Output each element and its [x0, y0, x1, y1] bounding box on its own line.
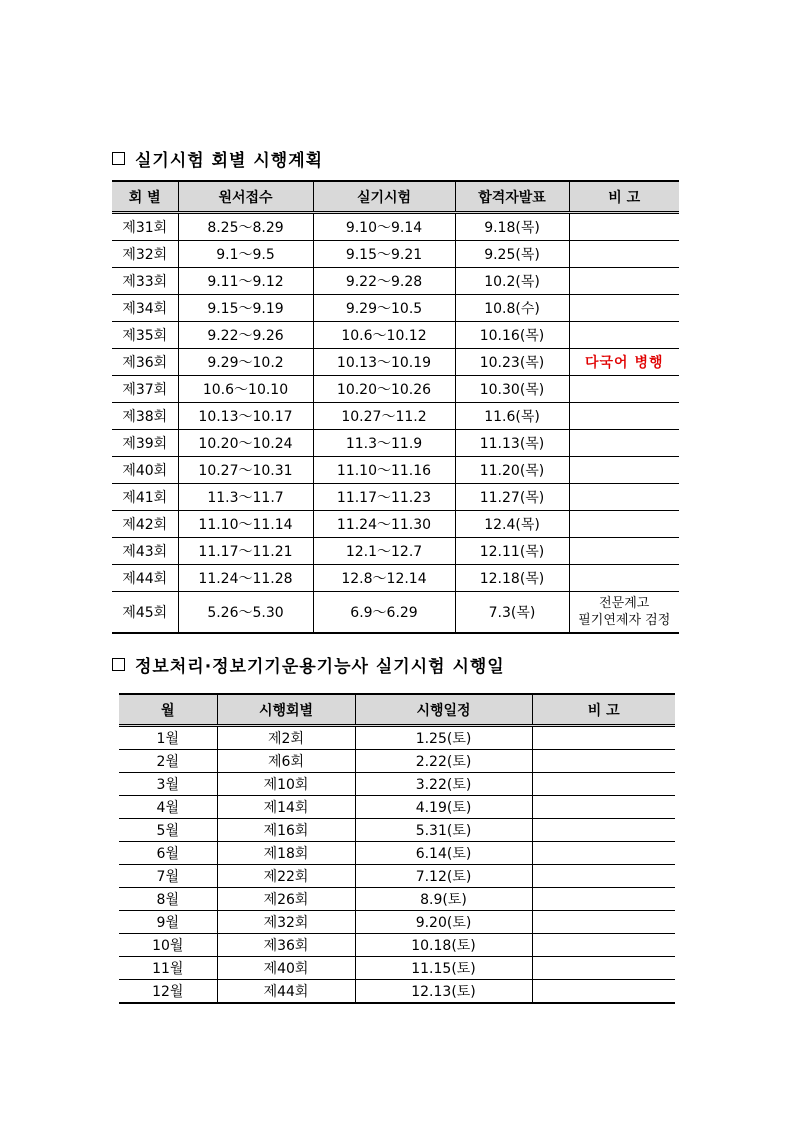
note-cell: [569, 430, 679, 457]
round-cell: 제45회: [112, 592, 178, 634]
date-cell: 3.22(토): [355, 773, 532, 796]
table-row: [119, 842, 675, 865]
header-date: 시행일정: [355, 694, 532, 726]
table-row: [112, 403, 679, 430]
application-cell: 11.3～11.7: [178, 484, 313, 511]
exam-cell: 11.24～11.30: [313, 511, 455, 538]
announcement-cell: 7.3(목): [455, 592, 569, 634]
note-cell: [569, 565, 679, 592]
announcement-cell: 11.27(목): [455, 484, 569, 511]
note-cell: [532, 726, 675, 750]
announcement-cell: 10.16(목): [455, 322, 569, 349]
month-cell: 3월: [119, 773, 217, 796]
announcement-cell: 9.18(목): [455, 213, 569, 241]
table-row: [119, 865, 675, 888]
note-cell: [569, 403, 679, 430]
announcement-cell: 9.25(목): [455, 241, 569, 268]
table-header-row: [119, 694, 675, 726]
month-cell: 11월: [119, 957, 217, 980]
exam-cell: 9.22～9.28: [313, 268, 455, 295]
note-cell: [532, 819, 675, 842]
date-cell: 10.18(토): [355, 934, 532, 957]
note-cell: [569, 457, 679, 484]
month-cell: 2월: [119, 750, 217, 773]
table-row: [112, 376, 679, 403]
date-cell: 2.22(토): [355, 750, 532, 773]
note-cell: [532, 773, 675, 796]
application-cell: 10.6～10.10: [178, 376, 313, 403]
table-row: [119, 911, 675, 934]
checkbox-square-icon: [112, 152, 125, 165]
exam-cell: 12.1～12.7: [313, 538, 455, 565]
section2-heading: [112, 652, 505, 677]
round-cell: 제38회: [112, 403, 178, 430]
application-cell: 11.24～11.28: [178, 565, 313, 592]
table-row: [119, 980, 675, 1004]
round-cell: 제44회: [217, 980, 355, 1004]
announcement-cell: 11.20(목): [455, 457, 569, 484]
table-row: [119, 819, 675, 842]
note-cell: [532, 842, 675, 865]
note-cell: [532, 888, 675, 911]
application-cell: 10.20～10.24: [178, 430, 313, 457]
note-cell: [569, 511, 679, 538]
round-cell: 제37회: [112, 376, 178, 403]
note-cell: [569, 213, 679, 241]
date-cell: 1.25(토): [355, 726, 532, 750]
note-cell: [532, 957, 675, 980]
round-cell: 제2회: [217, 726, 355, 750]
note-line1: 전문계고: [599, 596, 650, 611]
month-cell: 8월: [119, 888, 217, 911]
announcement-cell: 11.13(목): [455, 430, 569, 457]
month-cell: 12월: [119, 980, 217, 1004]
round-cell: 제33회: [112, 268, 178, 295]
application-cell: 8.25～8.29: [178, 213, 313, 241]
date-cell: 4.19(토): [355, 796, 532, 819]
exam-schedule-table: [112, 180, 679, 634]
application-cell: 9.29～10.2: [178, 349, 313, 376]
date-cell: 11.15(토): [355, 957, 532, 980]
section2-title: 정보처리·정보기기운용기능사 실기시험 시행일: [135, 657, 505, 677]
round-cell: 제26회: [217, 888, 355, 911]
round-cell: 제34회: [112, 295, 178, 322]
application-cell: 11.17～11.21: [178, 538, 313, 565]
header-note: 비 고: [569, 181, 679, 213]
exam-cell: 12.8～12.14: [313, 565, 455, 592]
round-cell: 제32회: [217, 911, 355, 934]
announcement-cell: 10.23(목): [455, 349, 569, 376]
note-cell: [532, 934, 675, 957]
note-cell: [569, 268, 679, 295]
exam-cell: 11.17～11.23: [313, 484, 455, 511]
announcement-cell: 12.11(목): [455, 538, 569, 565]
exam-cell: 11.3～11.9: [313, 430, 455, 457]
date-cell: 9.20(토): [355, 911, 532, 934]
table-row: [112, 241, 679, 268]
round-cell: 제32회: [112, 241, 178, 268]
round-cell: 제42회: [112, 511, 178, 538]
note-cell: [532, 980, 675, 1004]
table-row: [112, 322, 679, 349]
announcement-cell: 12.4(목): [455, 511, 569, 538]
round-cell: 제44회: [112, 565, 178, 592]
exam-cell: 6.9～6.29: [313, 592, 455, 634]
exam-cell: 11.10～11.16: [313, 457, 455, 484]
table-row: [112, 457, 679, 484]
note-cell: [569, 241, 679, 268]
date-cell: 6.14(토): [355, 842, 532, 865]
table-row: [119, 773, 675, 796]
header-application: 원서접수: [178, 181, 313, 213]
round-cell: 제39회: [112, 430, 178, 457]
round-cell: 제41회: [112, 484, 178, 511]
month-cell: 5월: [119, 819, 217, 842]
announcement-cell: 10.8(수): [455, 295, 569, 322]
table-row: [112, 565, 679, 592]
header-announcement: 합격자발표: [455, 181, 569, 213]
table-row: [112, 213, 679, 241]
table-row: [119, 888, 675, 911]
table-row: [119, 796, 675, 819]
announcement-cell: 10.30(목): [455, 376, 569, 403]
exam-cell: 10.6～10.12: [313, 322, 455, 349]
header-note: 비 고: [532, 694, 675, 726]
note-cell: [532, 865, 675, 888]
month-cell: 6월: [119, 842, 217, 865]
application-cell: 10.13～10.17: [178, 403, 313, 430]
checkbox-square-icon: [112, 658, 125, 671]
exam-cell: 9.29～10.5: [313, 295, 455, 322]
round-cell: 제35회: [112, 322, 178, 349]
exam-cell: 9.10～9.14: [313, 213, 455, 241]
section1-heading: [112, 146, 323, 171]
exam-cell: 10.20～10.26: [313, 376, 455, 403]
round-cell: 제43회: [112, 538, 178, 565]
announcement-cell: 12.18(목): [455, 565, 569, 592]
table-row: [112, 295, 679, 322]
round-cell: 제18회: [217, 842, 355, 865]
note-line2: 필기연제자 검정: [578, 613, 671, 628]
header-exam: 실기시험: [313, 181, 455, 213]
application-cell: 9.15～9.19: [178, 295, 313, 322]
round-cell: 제40회: [112, 457, 178, 484]
table-row: [112, 511, 679, 538]
round-cell: 제14회: [217, 796, 355, 819]
round-cell: 제6회: [217, 750, 355, 773]
table-row: [112, 430, 679, 457]
header-round: 시행회별: [217, 694, 355, 726]
note-cell: [532, 796, 675, 819]
month-cell: 1월: [119, 726, 217, 750]
round-cell: 제31회: [112, 213, 178, 241]
header-month: 월: [119, 694, 217, 726]
exam-cell: 10.13～10.19: [313, 349, 455, 376]
announcement-cell: 10.2(목): [455, 268, 569, 295]
application-cell: 9.1～9.5: [178, 241, 313, 268]
round-cell: 제36회: [112, 349, 178, 376]
table-header-row: [112, 181, 679, 213]
application-cell: 5.26～5.30: [178, 592, 313, 634]
note-cell: [569, 538, 679, 565]
round-cell: 제16회: [217, 819, 355, 842]
test-date-table: [119, 693, 675, 1004]
application-cell: 9.11～9.12: [178, 268, 313, 295]
table-row: [112, 592, 679, 634]
date-cell: 5.31(토): [355, 819, 532, 842]
announcement-cell: 11.6(목): [455, 403, 569, 430]
round-cell: 제10회: [217, 773, 355, 796]
exam-cell: 9.15～9.21: [313, 241, 455, 268]
date-cell: 12.13(토): [355, 980, 532, 1004]
note-cell: [569, 295, 679, 322]
table-row: [119, 750, 675, 773]
table-row: [119, 957, 675, 980]
month-cell: 4월: [119, 796, 217, 819]
application-cell: 10.27～10.31: [178, 457, 313, 484]
table-row: [112, 349, 679, 376]
table-row: [112, 268, 679, 295]
header-round: 회 별: [112, 181, 178, 213]
table-row: [119, 726, 675, 750]
application-cell: 9.22～9.26: [178, 322, 313, 349]
date-cell: 8.9(토): [355, 888, 532, 911]
month-cell: 9월: [119, 911, 217, 934]
note-cell: [569, 592, 679, 634]
note-cell: [532, 911, 675, 934]
application-cell: 11.10～11.14: [178, 511, 313, 538]
month-cell: 10월: [119, 934, 217, 957]
date-cell: 7.12(토): [355, 865, 532, 888]
round-cell: 제40회: [217, 957, 355, 980]
note-cell: 다국어 병행: [569, 349, 679, 376]
note-cell: [569, 322, 679, 349]
table-row: [112, 538, 679, 565]
table-row: [112, 484, 679, 511]
note-cell: [569, 376, 679, 403]
section1-title: 실기시험 회별 시행계획: [135, 151, 324, 171]
exam-cell: 10.27～11.2: [313, 403, 455, 430]
note-cell: [569, 484, 679, 511]
month-cell: 7월: [119, 865, 217, 888]
note-cell: [532, 750, 675, 773]
round-cell: 제22회: [217, 865, 355, 888]
round-cell: 제36회: [217, 934, 355, 957]
table-row: [119, 934, 675, 957]
